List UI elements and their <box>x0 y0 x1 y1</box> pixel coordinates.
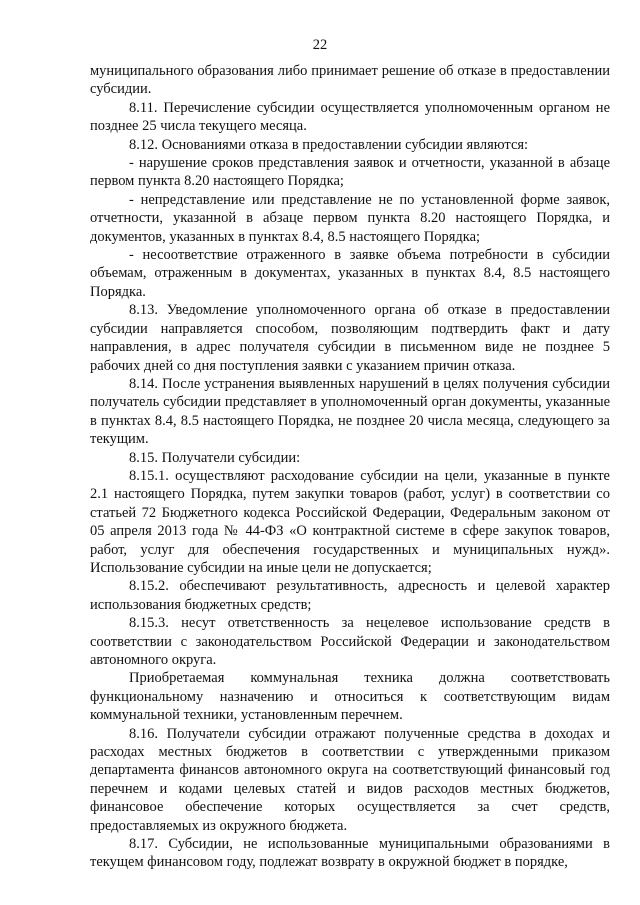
paragraph: 8.15.1. осуществляют расходование субсидии на цели, указанные в пункте 2.1 настоящего Порядка, путем закупки товаров (работ, услуг) в соответствии со статьей 72 Бюджетного кодекса Российской Федерации, Федеральным законом от 05 апреля 2013 года № 44-ФЗ «О контрактной системе в сфере закупок товаров, работ, услуг для обеспечения государственных и муниципальных нужд». Использование субсидии на иные цели не допускается; <box>90 467 610 576</box>
paragraph: 8.14. После устранения выявленных нарушений в целях получения субсидии получатель субсидии представляет в уполномоченный орган документы, указанные в пунктах 8.4, 8.5 настоящего Порядка, не позднее 20 числа месяца, следующего за текущим. <box>90 375 610 448</box>
paragraph: 8.15. Получатели субсидии: <box>129 449 301 466</box>
page-number: 22 <box>312 37 328 53</box>
paragraph: - непредставление или представление не по установленной форме заявок, отчетности, указанной в абзаце первом пункта 8.20 настоящего Порядка, и документов, указанных в пунктах 8.4, 8.5 настоящего Порядка; <box>90 191 610 245</box>
paragraph: - нарушение сроков представления заявок и отчетности, указанной в абзаце первом пункта 8.20 настоящего Порядка; <box>90 155 610 190</box>
paragraph: 8.17. Субсидии, не использованные муниципальными образованиями в текущем финансовом году, подлежат возврату в окружной бюджет в порядке, <box>90 836 610 871</box>
body-text <box>90 62 610 872</box>
paragraph: 8.15.3. несут ответственность за нецелевое использование средств в соответствии с законодательством Российской Федерации и законодательством автономного округа. <box>90 615 610 668</box>
paragraph: - несоответствие отраженного в заявке объема потребности в субсидии объемам, отраженным в документах, указанных в пунктах 8.4, 8.5 настоящего Порядка. <box>90 247 610 300</box>
paragraph: 8.16. Получатели субсидии отражают полученные средства в доходах и расходах местных бюджетов в соответствии с утвержденными приказом департамента финансов автономного округа на соответствующий финансовый год перечнем и кодами целевых статей и видов расходов местных бюджетов, финансовое обеспечение которых осуществляется за счет средств, предоставляемых из окружного бюджета. <box>90 725 610 834</box>
paragraph: 8.11. Перечисление субсидии осуществляется уполномоченным органом не позднее 25 числа текущего месяца. <box>90 99 610 135</box>
paragraph: 8.13. Уведомление уполномоченного органа об отказе в предоставлении субсидии направляется способом, позволяющим подтвердить факт и дату направления, в адрес получателя субсидии в письменном виде не позднее 5 рабочих дней со дня поступления заявки с указанием причин отказа. <box>90 302 610 374</box>
paragraph: Приобретаемая коммунальная техника должна соответствовать функциональному назначению и относиться к соответствующим видам коммунальной техники, установленным перечнем. <box>90 670 610 724</box>
paragraph: муниципального образования либо принимает решение об отказе в предоставлении субсидии. <box>90 63 610 98</box>
paragraph: 8.12. Основаниями отказа в предоставлении субсидии являются: <box>129 136 529 153</box>
paragraph: 8.15.2. обеспечивают результативность, адресность и целевой характер использования бюджетных средств; <box>90 578 610 613</box>
